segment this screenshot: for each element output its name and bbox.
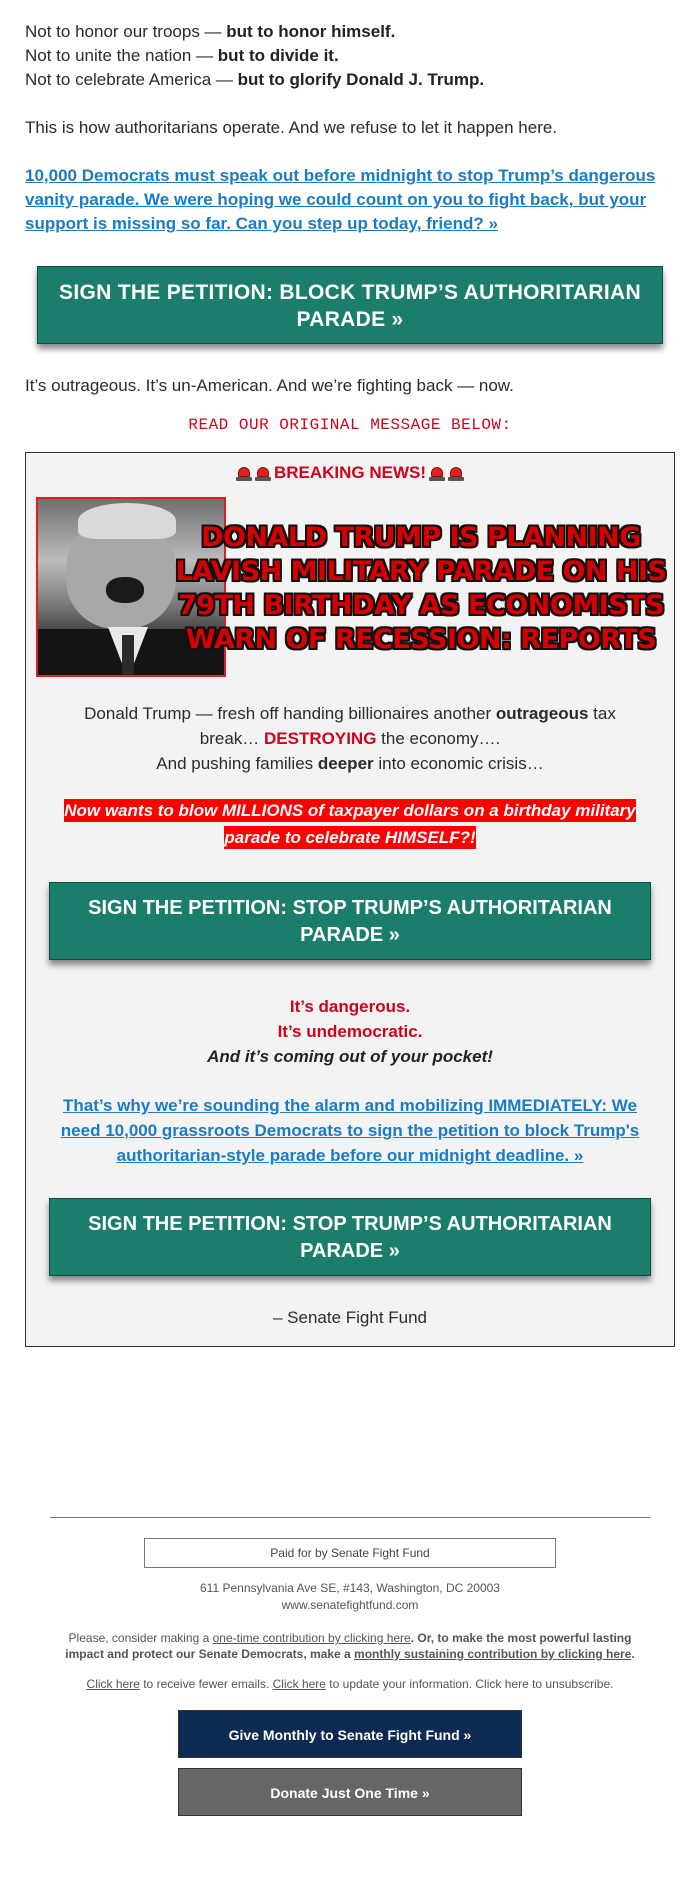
give-monthly-button[interactable]: Give Monthly to Senate Fight Fund » — [178, 1710, 522, 1758]
one-time-contribution-link[interactable]: one-time contribution by clicking here — [212, 1631, 411, 1645]
authoritarians-text: This is how authoritarians operate. And we refuse to let it happen here. — [25, 118, 558, 137]
intro-line: Not to unite the nation — but to divide it. — [25, 46, 339, 65]
breaking-news-text: BREAKING NEWS! — [273, 463, 427, 482]
siren-icon — [255, 466, 271, 481]
highlight-text: Now wants to blow MILLIONS of taxpayer dollars on a birthday military parade to celebrate HIMSELF?! — [64, 801, 636, 847]
dangerous-lines — [26, 994, 674, 1069]
body-line-1: Donald Trump — fresh off handing billionaires another outrageous tax break… DESTROYING the economy…. — [84, 704, 616, 748]
stop-parade-button-1[interactable]: SIGN THE PETITION: STOP TRUMP’S AUTHORITARIAN PARADE » — [49, 882, 651, 960]
intro-petition-link[interactable]: 10,000 Democrats must speak out before midnight to stop Trump’s dangerous vanity parade. We were hoping we could count on you to fight back, but your support is missing so far. Can you step up today, friend? » — [25, 166, 656, 233]
box-petition-link-para — [42, 1093, 658, 1168]
breaking-news-heading — [26, 463, 674, 483]
original-message-label: READ OUR ORIGINAL MESSAGE BELOW: — [188, 416, 512, 434]
box-body-text — [26, 701, 674, 776]
news-headline: DONALD TRUMP IS PLANNING LAVISH MILITARY PARADE ON HIS 79TH BIRTHDAY AS ECONOMISTS WARN OF RECESSION: REPORTS — [175, 522, 667, 655]
update-info-link[interactable]: Click here — [272, 1677, 326, 1691]
siren-icon — [448, 466, 464, 481]
intro-line: Not to honor our troops — but to honor himself. — [25, 22, 396, 41]
highlight-wrap — [44, 798, 656, 852]
body-line-2: And pushing families deeper into economic crisis… — [156, 754, 544, 773]
intro-line: Not to celebrate America — but to glorify Donald J. Trump. — [25, 70, 485, 89]
undemocratic-text: It’s undemocratic. — [277, 1022, 423, 1041]
address-block — [25, 1580, 675, 1614]
footer — [25, 1517, 675, 1816]
email-preferences: Click here to receive fewer emails. Click here to update your information. Click here to unsubscribe. — [86, 1677, 614, 1691]
signature: – Senate Fight Fund — [272, 1308, 428, 1327]
siren-icon — [236, 466, 252, 481]
address: 611 Pennsylvania Ave SE, #143, Washington, DC 20003 — [200, 1581, 500, 1595]
news-hero — [36, 497, 667, 677]
intro-lines — [25, 20, 675, 92]
contribution-text: Please, consider making a one-time contribution by clicking here. Or, to make the most powerful lasting impact and protect our Senate Democrats, make a monthly sustaining contribution by clicking here. — [65, 1631, 635, 1661]
block-parade-button[interactable]: SIGN THE PETITION: BLOCK TRUMP’S AUTHORITARIAN PARADE » — [37, 266, 663, 344]
monthly-contribution-link[interactable]: monthly sustaining contribution by clicking here — [354, 1647, 632, 1661]
outrageous-text: It’s outrageous. It’s un-American. And we’re fighting back — now. — [25, 376, 514, 395]
fewer-emails-link[interactable]: Click here — [86, 1677, 140, 1691]
original-message-box — [25, 452, 675, 1347]
siren-icon — [429, 466, 445, 481]
paid-for-box: Paid for by Senate Fight Fund — [144, 1538, 556, 1568]
box-petition-link[interactable]: That’s why we’re sounding the alarm and mobilizing IMMEDIATELY: We need 10,000 grassroots Democrats to sign the petition to block Trump's authoritarian-style parade before our midnight deadline. » — [60, 1096, 640, 1165]
website: www.senatefightfund.com — [281, 1598, 419, 1612]
footer-divider — [50, 1517, 650, 1518]
stop-parade-button-2[interactable]: SIGN THE PETITION: STOP TRUMP’S AUTHORITARIAN PARADE » — [49, 1198, 651, 1276]
intro-petition-link-para — [25, 164, 675, 236]
dangerous-text: It’s dangerous. — [289, 997, 411, 1016]
donate-once-button[interactable]: Donate Just One Time » — [178, 1768, 522, 1816]
pocket-text: And it’s coming out of your pocket! — [207, 1047, 493, 1066]
